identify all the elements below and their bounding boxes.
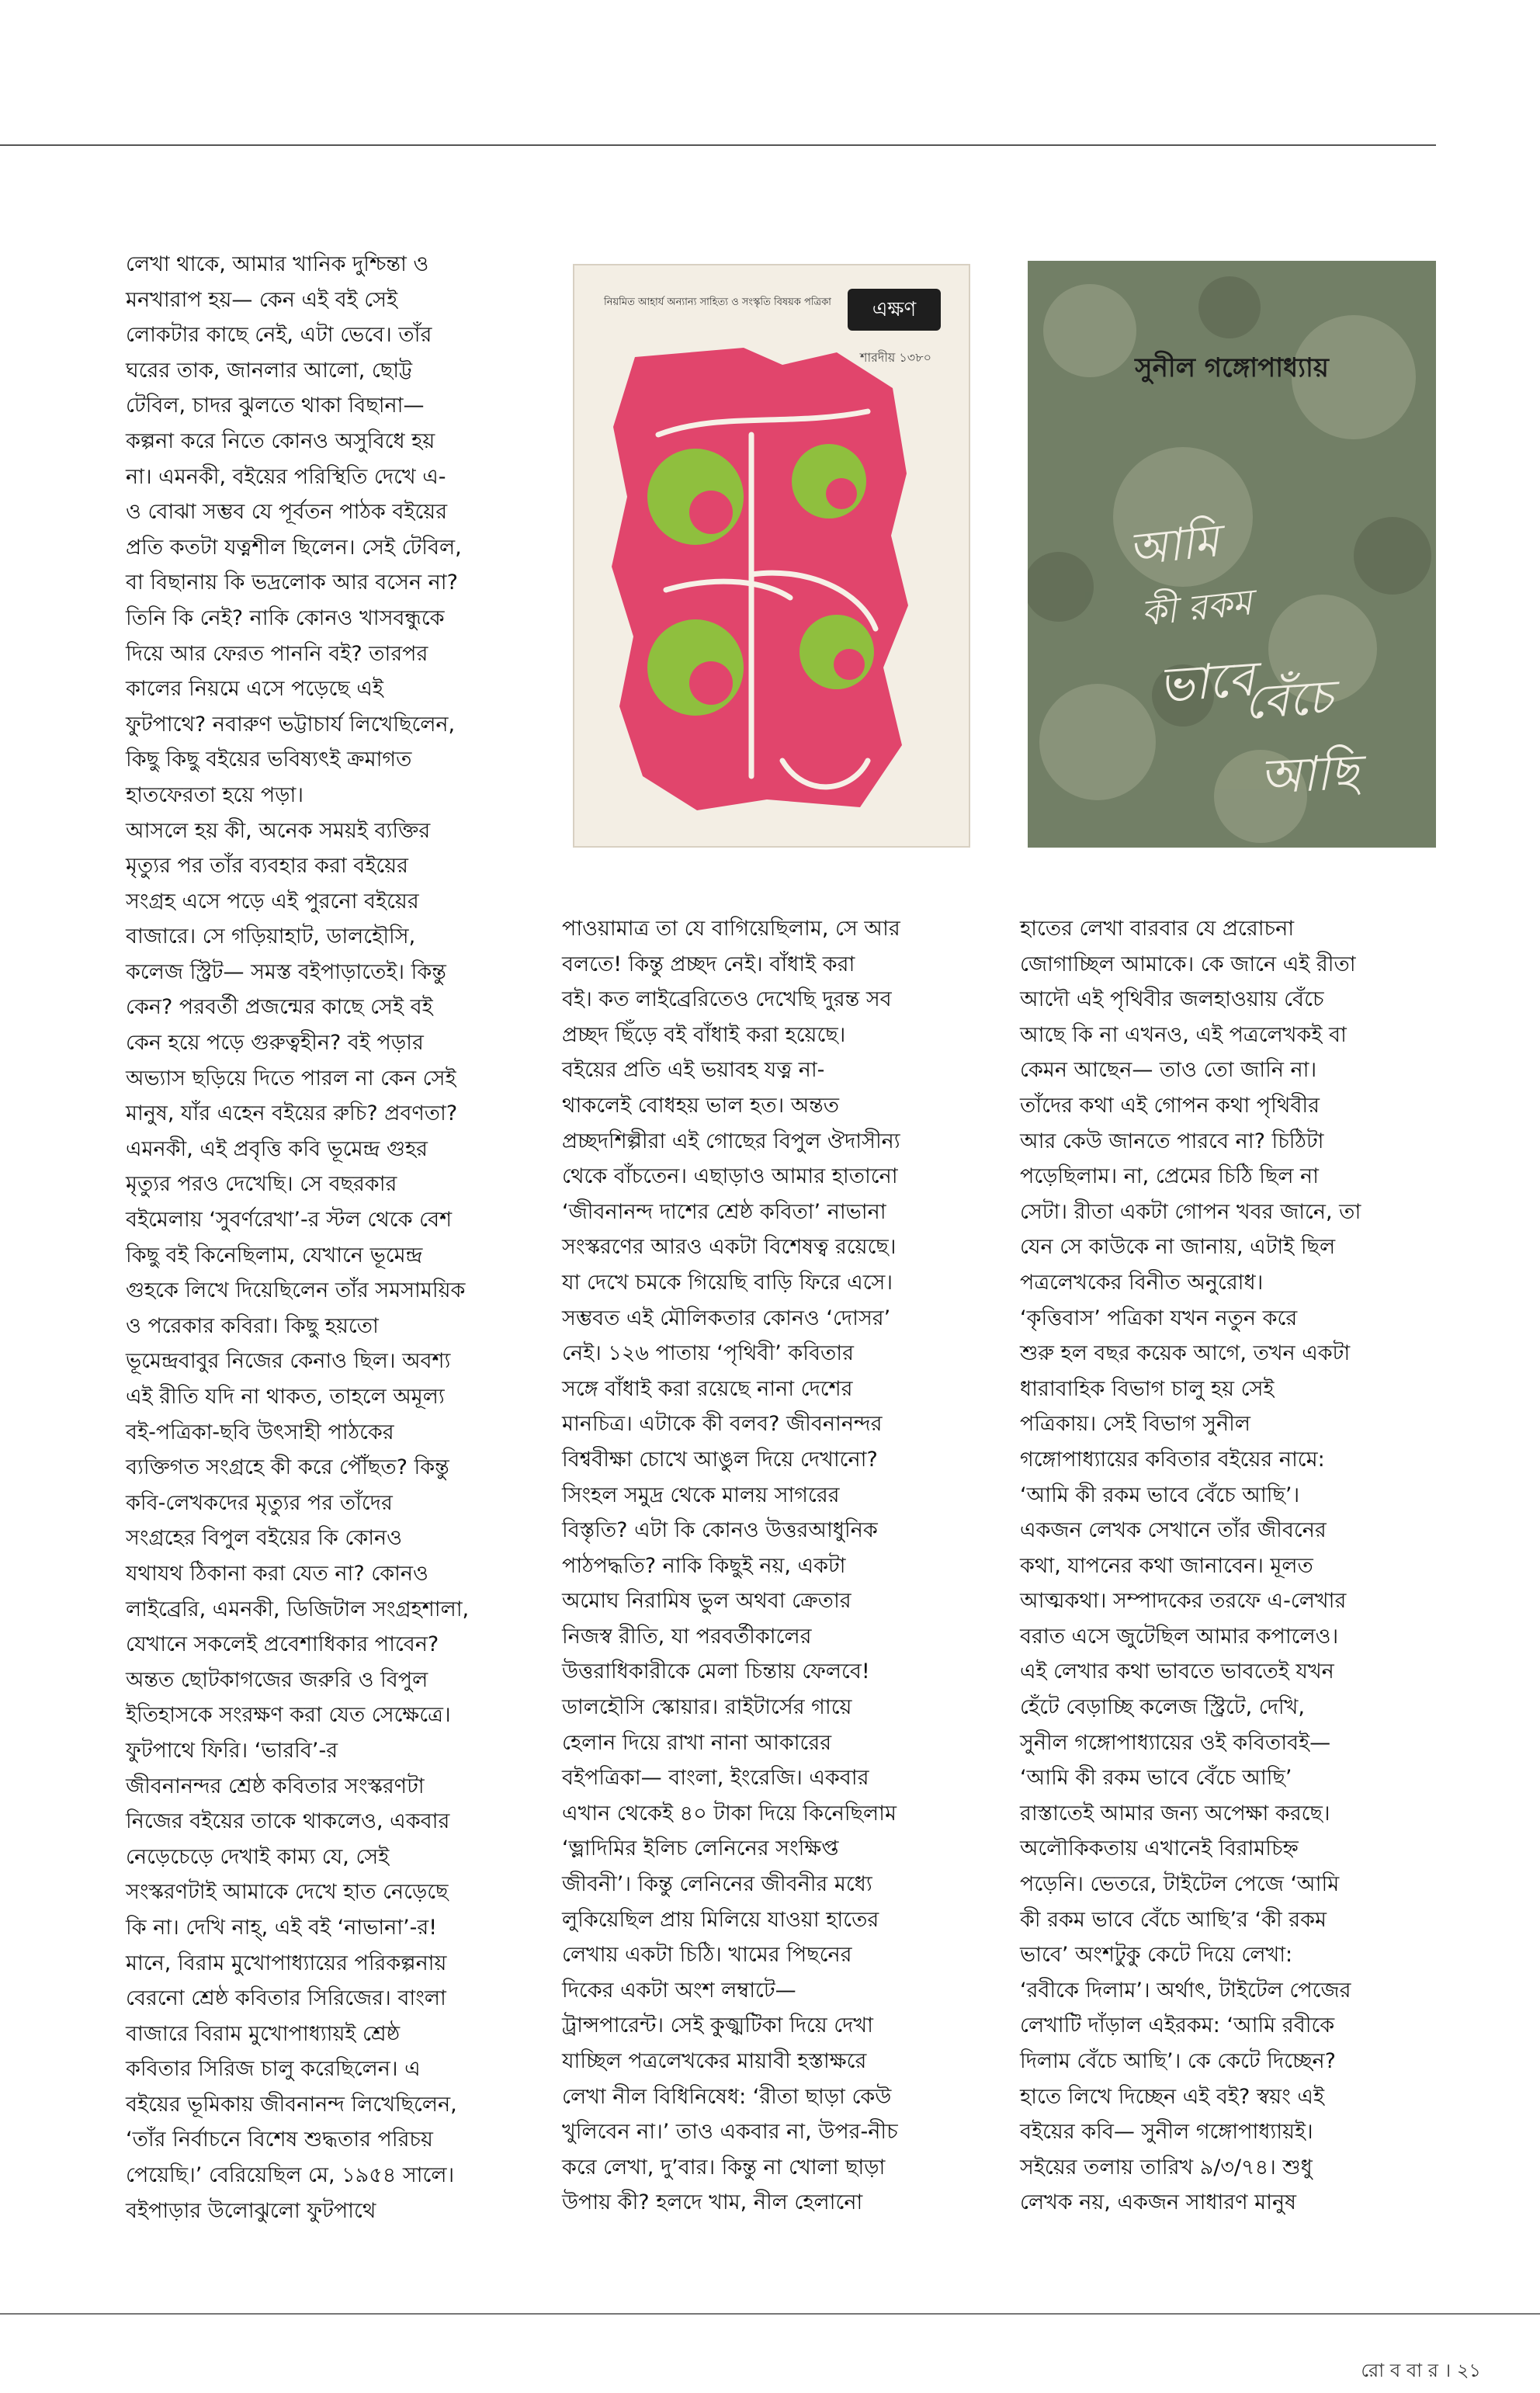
text-line: সংগ্রহ এসে পড়ে এই পুরনো বইয়ের — [126, 889, 419, 914]
text-line: দিয়ে আর ফেরত পাননি বই? তারপর — [126, 641, 428, 666]
text-line: করে লেখা, দু’বার। কিন্তু না খোলা ছাড়া — [562, 2155, 886, 2180]
text-line: খুলিবেন না।’ তাও একবার না, উপর-নীচ — [562, 2120, 898, 2145]
text-line: থেকে বাঁচতেন। এছাড়াও আমার হাতানো — [562, 1164, 898, 1189]
text-line: ধারাবাহিক বিভাগ চালু হয় সেই — [1020, 1376, 1275, 1401]
text-line: বইয়ের ভূমিকায় জীবনানন্দ লিখেছিলেন, — [126, 2092, 457, 2117]
text-line: আদৌ এই পৃথিবীর জলহাওয়ায় বেঁচে — [1020, 987, 1324, 1012]
text-line: যাচ্ছিল পত্রলেখকের মায়াবী হস্তাক্ষরে — [562, 2049, 867, 2073]
text-line: একজন লেখক সেখানে তাঁর জীবনের — [1020, 1518, 1327, 1543]
text-line: বইমেলায় ‘সুবর্ণরেখা’-র স্টল থেকে বেশ — [126, 1208, 453, 1233]
text-line: আসলে হয় কী, অনেক সময়ই ব্যক্তির — [126, 818, 431, 843]
text-line: জীবনী’। কিন্তু লেনিনের জীবনীর মধ্যে — [562, 1872, 872, 1897]
text-line: আছে কি না এখনও, এই পত্রলেখকই বা — [1020, 1022, 1347, 1047]
text-line: আর কেউ জানতে পারবে না? চিঠিটা — [1020, 1129, 1324, 1153]
text-line: তিনি কি নেই? নাকি কোনও খাসবন্ধুকে — [126, 605, 445, 630]
text-line: যেখানে সকলেই প্রবেশাধিকার পাবেন? — [126, 1632, 439, 1657]
text-line: কেন হয়ে পড়ে গুরুত্বহীন? বই পড়ার — [126, 1031, 424, 1056]
cover-artwork — [604, 342, 914, 815]
text-line: লেখায় একটা চিঠি। খামের পিছনের — [562, 1943, 852, 1968]
text-line: কবি-লেখকদের মৃত্যুর পর তাঁদের — [126, 1490, 393, 1515]
text-line: বা বিছানায় কি ভদ্রলোক আর বসেন না? — [126, 571, 458, 595]
text-line: অন্তত ছোটকাগজের জরুরি ও বিপুল — [126, 1667, 428, 1692]
text-line: সংস্করণটাই আমাকে দেখে হাত নেড়েছে — [126, 1880, 449, 1905]
text-line: বইয়ের কবি— সুনীল গঙ্গোপাধ্যায়ই। — [1020, 2120, 1313, 2145]
top-rule — [0, 144, 1436, 146]
text-line: পাওয়ামাত্র তা যে বাগিয়েছিলাম, সে আর — [562, 917, 900, 941]
text-line: লুকিয়েছিল প্রায় মিলিয়ে যাওয়া হাতের — [562, 1907, 879, 1932]
text-line: কিছু কিছু বইয়ের ভবিষ্যৎই ক্রমাগত — [126, 747, 412, 772]
text-line: মনখারাপ হয়— কেন এই বই সেই — [126, 287, 398, 312]
text-line: বিস্তৃতি? এটা কি কোনও উত্তরআধুনিক — [562, 1518, 878, 1543]
text-line: এই রীতি যদি না থাকত, তাহলে অমূল্য — [126, 1385, 445, 1409]
text-line: মানে, বিরাম মুখোপাধ্যায়ের পরিকল্পনায় — [126, 1951, 447, 1975]
title-line: আমি — [1126, 514, 1222, 576]
sunil-book-cover-image — [1028, 261, 1436, 848]
text-line: পত্রলেখকের বিনীত অনুরোধ। — [1020, 1270, 1264, 1295]
text-line: লেখা থাকে, আমার খানিক দুশ্চিন্তা ও — [126, 252, 429, 276]
text-line: যেন সে কাউকে না জানায়, এটাই ছিল — [1020, 1235, 1336, 1260]
text-line: জীবনানন্দর শ্রেষ্ঠ কবিতার সংস্করণটা — [126, 1774, 425, 1798]
text-line: ‘আমি কী রকম ভাবে বেঁচে আছি’। — [1020, 1483, 1300, 1507]
text-line: কালের নিয়মে এসে পড়েছে এই — [126, 677, 383, 702]
text-line: সুনীল গঙ্গোপাধ্যায়ের ওই কবিতাবই— — [1020, 1730, 1331, 1755]
text-line: ডালহৌসি স্কোয়ার। রাইটার্সের গায়ে — [562, 1695, 852, 1720]
text-line: বই-পত্রিকা-ছবি উৎসাহী পাঠকের — [126, 1420, 394, 1444]
text-line: ‘রবীকে দিলাম’। অর্থাৎ, টাইটেল পেজের — [1020, 1978, 1351, 2003]
text-line: পড়েনি। ভেতরে, টাইটেল পেজে ‘আমি — [1020, 1872, 1340, 1897]
text-line: প্রচ্ছদ ছিঁড়ে বই বাঁধাই করা হয়েছে। — [562, 1022, 846, 1047]
text-line: টেবিল, চাদর ঝুলতে থাকা বিছানা— — [126, 394, 425, 418]
text-line: বাজারে বিরাম মুখোপাধ্যায়ই শ্রেষ্ঠ — [126, 2021, 401, 2046]
text-line: এমনকী, এই প্রবৃত্তি কবি ভূমেন্দ্র গুহর — [126, 1136, 428, 1161]
text-line: ভাবে’ অংশটুকু কেটে দিয়ে লেখা: — [1020, 1943, 1293, 1968]
text-line: বলতে! কিন্তু প্রচ্ছদ নেই। বাঁধাই করা — [562, 952, 855, 976]
text-line: কী রকম ভাবে বেঁচে আছি’র ‘কী রকম — [1020, 1907, 1327, 1932]
column-3 — [1020, 911, 1455, 2221]
bottom-rule — [0, 2313, 1540, 2315]
text-line: বইয়ের প্রতি এই ভয়াবহ যত্ন না- — [562, 1058, 825, 1083]
text-line: পেয়েছি।’ বেরিয়েছিল মে, ১৯৫৪ সালে। — [126, 2163, 455, 2188]
text-line: কিছু বই কিনেছিলাম, যেখানে ভূমেন্দ্র — [126, 1243, 423, 1268]
text-line: পড়েছিলাম। না, প্রেমের চিঠি ছিল না — [1020, 1164, 1319, 1189]
text-line: কথা, যাপনের কথা জানাবেন। মূলত — [1020, 1553, 1313, 1578]
text-line: দিলাম বেঁচে আছি’। কে কেটে দিচ্ছেন? — [1020, 2049, 1336, 2073]
text-line: বই। কত লাইব্রেরিতেও দেখেছি দুরন্ত সব — [562, 987, 892, 1012]
text-line: নিজস্ব রীতি, যা পরবর্তীকালের — [562, 1624, 812, 1649]
text-line: ‘আমি কী রকম ভাবে বেঁচে আছি’ — [1020, 1766, 1292, 1791]
text-line: অলৌকিকতায় এখানেই বিরামচিহ্ন — [1020, 1836, 1299, 1861]
text-line: লাইব্রেরি, এমনকী, ডিজিটাল সংগ্রহশালা, — [126, 1597, 470, 1621]
text-line: সম্ভবত এই মৌলিকতার কোনও ‘দোসর’ — [562, 1306, 891, 1330]
cover-issue: শারদীয় ১৩৮০ — [860, 350, 931, 365]
title-line: কী রকম — [1139, 581, 1254, 634]
text-line: পাঠপদ্ধতি? নাকি কিছুই নয়, একটা — [562, 1553, 846, 1578]
text-line: ঘরের তাক, জানলার আলো, ছোট্ট — [126, 358, 413, 383]
text-line: সংস্করণের আরও একটা বিশেষত্ব রয়েছে। — [562, 1235, 897, 1260]
text-line: বইপত্রিকা— বাংলা, ইংরেজি। একবার — [562, 1766, 869, 1791]
text-line: থাকলেই বোধহয় ভাল হত। অন্তত — [562, 1093, 839, 1118]
text-line: প্রচ্ছদশিল্পীরা এই গোছের বিপুল ঔদাসীন্য — [562, 1129, 900, 1153]
text-line: কেমন আছেন— তাও তো জানি না। — [1020, 1058, 1317, 1083]
text-line: ট্রান্সপারেন্ট। সেই কুজ্ঝটিকা দিয়ে দেখা — [562, 2013, 873, 2038]
text-line: ভূমেন্দ্রবাবুর নিজের কেনাও ছিল। অবশ্য — [126, 1349, 451, 1374]
text-line: ‘কৃত্তিবাস’ পত্রিকা যখন নতুন করে — [1020, 1306, 1298, 1330]
text-line: হাতের লেখা বারবার যে প্ররোচনা — [1020, 917, 1295, 941]
text-line: সেটা। রীতা একটা গোপন খবর জানে, তা — [1020, 1199, 1361, 1224]
text-line: এখান থেকেই ৪০ টাকা দিয়ে কিনেছিলাম — [562, 1801, 897, 1826]
text-line: অমোঘ নিরামিষ ভুল অথবা ক্রেতার — [562, 1589, 852, 1614]
column-1 — [126, 247, 529, 2228]
text-line: ‘জীবনানন্দ দাশের শ্রেষ্ঠ কবিতা’ নাভানা — [562, 1199, 886, 1224]
text-line: আত্মকথা। সম্পাদকের তরফে এ-লেখার — [1020, 1589, 1347, 1614]
cover-tagline: নিয়মিত আহার্য অন্যান্য সাহিত্য ও সংস্কৃতি বিষয়ক পত্রিকা — [604, 297, 831, 308]
text-line: লেখাটি দাঁড়াল এইরকম: ‘আমি রবীকে — [1020, 2013, 1335, 2038]
text-line: অভ্যাস ছড়িয়ে দিতে পারল না কেন সেই — [126, 1066, 456, 1091]
text-line: কেন? পরবর্তী প্রজন্মের কাছে সেই বই — [126, 995, 433, 1020]
text-line: বেরনো শ্রেষ্ঠ কবিতার সিরিজের। বাংলা — [126, 1986, 446, 2011]
cover-title-calligraphy — [1028, 261, 1436, 848]
title-line: ভাবে — [1156, 650, 1257, 713]
ekshan-logo: এক্ষণ — [848, 289, 941, 331]
text-line: যা দেখে চমকে গিয়েছি বাড়ি ফিরে এসে। — [562, 1270, 893, 1295]
text-line: গঙ্গোপাধ্যায়ের কবিতার বইয়ের নামে: — [1020, 1447, 1325, 1472]
text-line: পত্রিকায়। সেই বিভাগ সুনীল — [1020, 1412, 1250, 1437]
column-2 — [562, 911, 997, 2221]
text-line: বিশ্ববীক্ষা চোখে আঙুল দিয়ে দেখানো? — [562, 1447, 878, 1472]
text-line: সিংহল সমুদ্র থেকে মালয় সাগরের — [562, 1483, 840, 1507]
text-line: সইয়ের তলায় তারিখ ৯/৩/৭৪। শুধু — [1020, 2155, 1313, 2180]
text-line: ফুটপাথে ফিরি। ‘ভারবি’-র — [126, 1738, 338, 1763]
text-line: ‘ভ্লাদিমির ইলিচ লেনিনের সংক্ষিপ্ত — [562, 1836, 839, 1861]
text-line: ও বোঝা সম্ভব যে পূর্বতন পাঠক বইয়ের — [126, 500, 448, 525]
text-line: হাতফেরতা হয়ে পড়া। — [126, 782, 303, 807]
text-line: বইপাড়ার উলোঝুলো ফুটপাথে — [126, 2198, 376, 2223]
text-line: লেখা নীল বিধিনিষেধ: ‘রীতা ছাড়া কেউ — [562, 2084, 892, 2109]
text-line: নেই। ১২৬ পাতায় ‘পৃথিবী’ কবিতার — [562, 1341, 854, 1366]
text-line: হেঁটে বেড়াচ্ছি কলেজ স্ট্রিটে, দেখি, — [1020, 1695, 1305, 1720]
text-line: ইতিহাসকে সংরক্ষণ করা যেত সেক্ষেত্রে। — [126, 1703, 451, 1728]
text-line: নিজের বইয়ের তাকে থাকলেও, একবার — [126, 1809, 450, 1834]
title-line: বেঁচে — [1242, 670, 1335, 730]
text-line: দিকের একটা অংশ লম্বাটে— — [562, 1978, 796, 2003]
text-line: বরাত এসে জুটেছিল আমার কপালেও। — [1020, 1624, 1339, 1649]
cover-author: সুনীল গঙ্গোপাধ্যায় — [1135, 352, 1329, 383]
text-line: মৃত্যুর পরও দেখেছি। সে বছরকার — [126, 1172, 397, 1197]
text-line: যথাযথ ঠিকানা করা যেত না? কোনও — [126, 1561, 428, 1586]
text-line: হাতে লিখে দিচ্ছেন এই বই? স্বয়ং এই — [1020, 2084, 1325, 2109]
text-line: কলেজ স্ট্রিট— সমস্ত বইপাড়াতেই। কিন্তু — [126, 959, 446, 984]
text-line: মৃত্যুর পর তাঁর ব্যবহার করা বইয়ের — [126, 854, 408, 879]
text-line: লোকটার কাছে নেই, এটা ভেবে। তাঁর — [126, 323, 432, 348]
text-line: মানচিত্র। এটাকে কী বলব? জীবনানন্দর — [562, 1412, 883, 1437]
text-line: কল্পনা করে নিতে কোনও অসুবিধে হয় — [126, 428, 435, 453]
text-line: হেলান দিয়ে রাখা নানা আকারের — [562, 1730, 832, 1755]
text-line: শুরু হল বছর কয়েক আগে, তখন একটা — [1020, 1341, 1351, 1366]
text-line: গুহকে লিখে দিয়েছিলেন তাঁর সমসাময়িক — [126, 1278, 466, 1303]
text-line: কবিতার সিরিজ চালু করেছিলেন। এ — [126, 2057, 421, 2082]
page-footer: রো ব বা র । ২১ — [1361, 2360, 1481, 2381]
ekshan-cover-image — [573, 264, 970, 848]
text-line: নেড়েচেড়ে দেখাই কাম্য যে, সেই — [126, 1844, 390, 1869]
text-line: উত্তরাধিকারীকে মেলা চিন্তায় ফেলবে! — [562, 1659, 870, 1684]
text-line: জোগাচ্ছিল আমাকে। কে জানে এই রীতা — [1020, 952, 1356, 976]
pink-torn-shape — [612, 348, 908, 810]
text-line: ব্যক্তিগত সংগ্রহে কী করে পৌঁছত? কিন্তু — [126, 1455, 449, 1480]
text-line: তাঁদের কথা এই গোপন কথা পৃথিবীর — [1020, 1093, 1320, 1118]
text-line: বাজারে। সে গড়িয়াহাট, ডালহৌসি, — [126, 924, 416, 949]
text-line: কি না। দেখি নাহ্, এই বই ‘নাভানা’-র! — [126, 1915, 438, 1940]
text-line: উপায় কী? হলদে খাম, নীল হেলানো — [562, 2190, 863, 2215]
text-line: না। এমনকী, বইয়ের পরিস্থিতি দেখে এ- — [126, 464, 446, 489]
text-line: সঙ্গে বাঁধাই করা রয়েছে নানা দেশের — [562, 1376, 853, 1401]
text-line: প্রতি কতটা যত্নশীল ছিলেন। সেই টেবিল, — [126, 535, 462, 560]
text-line: ও পরেকার কবিরা। কিছু হয়তো — [126, 1313, 379, 1338]
text-line: ‘তাঁর নির্বাচনে বিশেষ শুদ্ধতার পরিচয় — [126, 2128, 433, 2152]
text-line: লেখক নয়, একজন সাধারণ মানুষ — [1020, 2190, 1296, 2215]
text-line: ফুটপাথে? নবারুণ ভট্টাচার্য লিখেছিলেন, — [126, 712, 456, 737]
text-line: সংগ্রহের বিপুল বইয়ের কি কোনও — [126, 1526, 403, 1551]
title-line: আছি — [1257, 743, 1361, 805]
text-line: রাস্তাতেই আমার জন্য অপেক্ষা করছে। — [1020, 1801, 1330, 1826]
text-line: এই লেখার কথা ভাবতে ভাবতেই যখন — [1020, 1659, 1334, 1684]
text-line: মানুষ, যাঁর এহেন বইয়ের রুচি? প্রবণতা? — [126, 1101, 458, 1126]
